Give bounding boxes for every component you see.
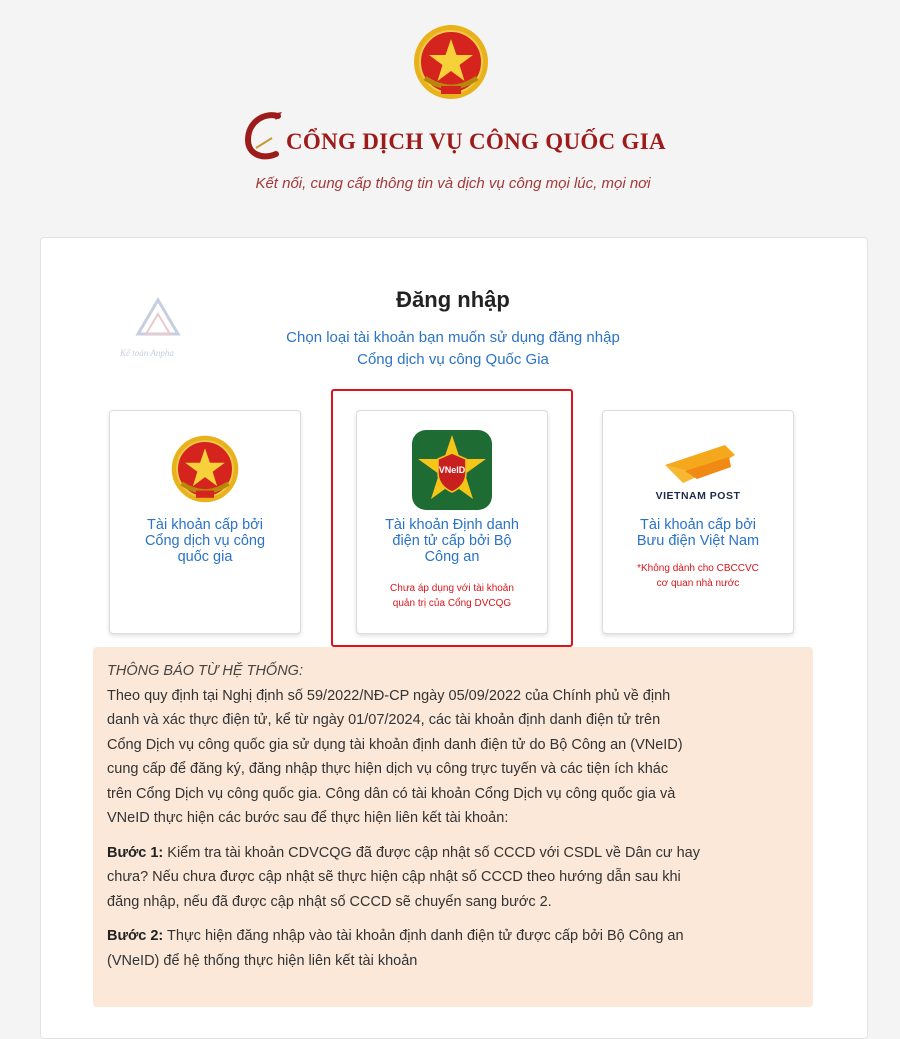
login-subtitle-line: Cổng dịch vụ công Quốc Gia [357, 351, 549, 368]
vietnam-post-icon-text: VIETNAM POST [655, 490, 741, 502]
option-note-line: quản trị của Cổng DVCQG [392, 598, 512, 609]
notice-title: THÔNG BÁO TỪ HỆ THỐNG: [107, 663, 303, 679]
notice-line: VNeID thực hiện các bước sau để thực hiện liên kết tài khoản: [107, 810, 509, 826]
option-label-line: điện tử cấp bởi Bộ [392, 533, 512, 549]
option-label-line: Tài khoản Định danh [385, 517, 519, 533]
option-label-line: Tài khoản cấp bởi [640, 517, 756, 533]
brand-logo-icon [242, 110, 284, 162]
national-emblem-icon [411, 22, 491, 102]
step-label: Bước 2: [107, 928, 164, 944]
notice-line: đăng nhập, nếu đã được cập nhật số CCCD sẽ chuyển sang bước 2. [107, 893, 552, 910]
national-emblem-icon [169, 433, 241, 505]
notice-step-2 [107, 924, 799, 973]
login-subtitle [0, 327, 900, 371]
option-note-line: cơ quan nhà nước [656, 578, 740, 589]
option-label-line: Bưu điện Việt Nam [636, 533, 760, 549]
notice-line: (VNeID) để hệ thống thực hiện liên kết tài khoản [107, 952, 418, 969]
notice-step-1 [107, 841, 799, 915]
login-title: Đăng nhập [396, 287, 510, 312]
notice-line: chưa? Nếu chưa được cập nhật sẽ thực hiện cập nhật số CCCD theo hướng dẫn sau khi [107, 869, 681, 885]
notice-line: Thực hiện đăng nhập vào tài khoản định danh điện tử được cấp bởi Bộ Công an [163, 928, 684, 944]
option-note-line: *Không dành cho CBCCVC [637, 563, 759, 574]
notice-intro [107, 684, 799, 831]
option-label-line: Cổng dịch vụ công [144, 533, 266, 549]
notice-line: Kiểm tra tài khoản CDVCQG đã được cập nhật số CCCD với CSDL về Dân cư hay [163, 844, 700, 861]
option-label [611, 517, 785, 549]
option-note-line: Chưa áp dụng với tài khoản [390, 583, 514, 594]
notice-line: danh và xác thực điện tử, kể từ ngày 01/07/2024, các tài khoản định danh điện tử trên [107, 712, 661, 728]
vietnam-post-icon [643, 439, 753, 503]
notice-line: Theo quy định tại Nghị định số 59/2022/NĐ-CP ngày 05/09/2022 của Chính phủ về định [107, 687, 671, 704]
option-label [118, 517, 292, 565]
system-notice [93, 647, 813, 1007]
notice-line: trên Cổng Dịch vụ công quốc gia. Công dân có tài khoản Cổng Dịch vụ công quốc gia và [107, 785, 676, 802]
site-header [0, 0, 900, 230]
tagline: Kết nối, cung cấp thông tin và dịch vụ công mọi lúc, mọi nơi [255, 175, 651, 192]
option-note [609, 561, 787, 591]
option-label [365, 517, 539, 565]
option-note [363, 581, 541, 611]
vneid-icon [411, 429, 493, 511]
option-vietnam-post[interactable] [602, 410, 794, 634]
login-subtitle-line: Chọn loại tài khoản bạn muốn sử dụng đăng nhập [286, 329, 620, 346]
brand-title: CỔNG DỊCH VỤ CÔNG QUỐC GIA [286, 129, 666, 154]
svg-text:Kế toán Anpha: Kế toán Anpha [120, 348, 174, 358]
option-vneid[interactable] [356, 410, 548, 634]
option-label-line: quốc gia [177, 549, 233, 565]
vneid-icon-text: VNeID [438, 465, 466, 475]
step-label: Bước 1: [107, 844, 164, 861]
option-label-line: Tài khoản cấp bởi [147, 517, 263, 533]
notice-line: cung cấp để đăng ký, đăng nhập thực hiện dịch vụ công trực tuyến và các tiện ích khác [107, 761, 669, 777]
notice-line: Cổng Dịch vụ công quốc gia sử dụng tài khoản định danh điện tử do Bộ Công an (VNeID) [107, 736, 683, 753]
option-label-line: Công an [424, 549, 480, 565]
option-national-portal[interactable] [109, 410, 301, 634]
